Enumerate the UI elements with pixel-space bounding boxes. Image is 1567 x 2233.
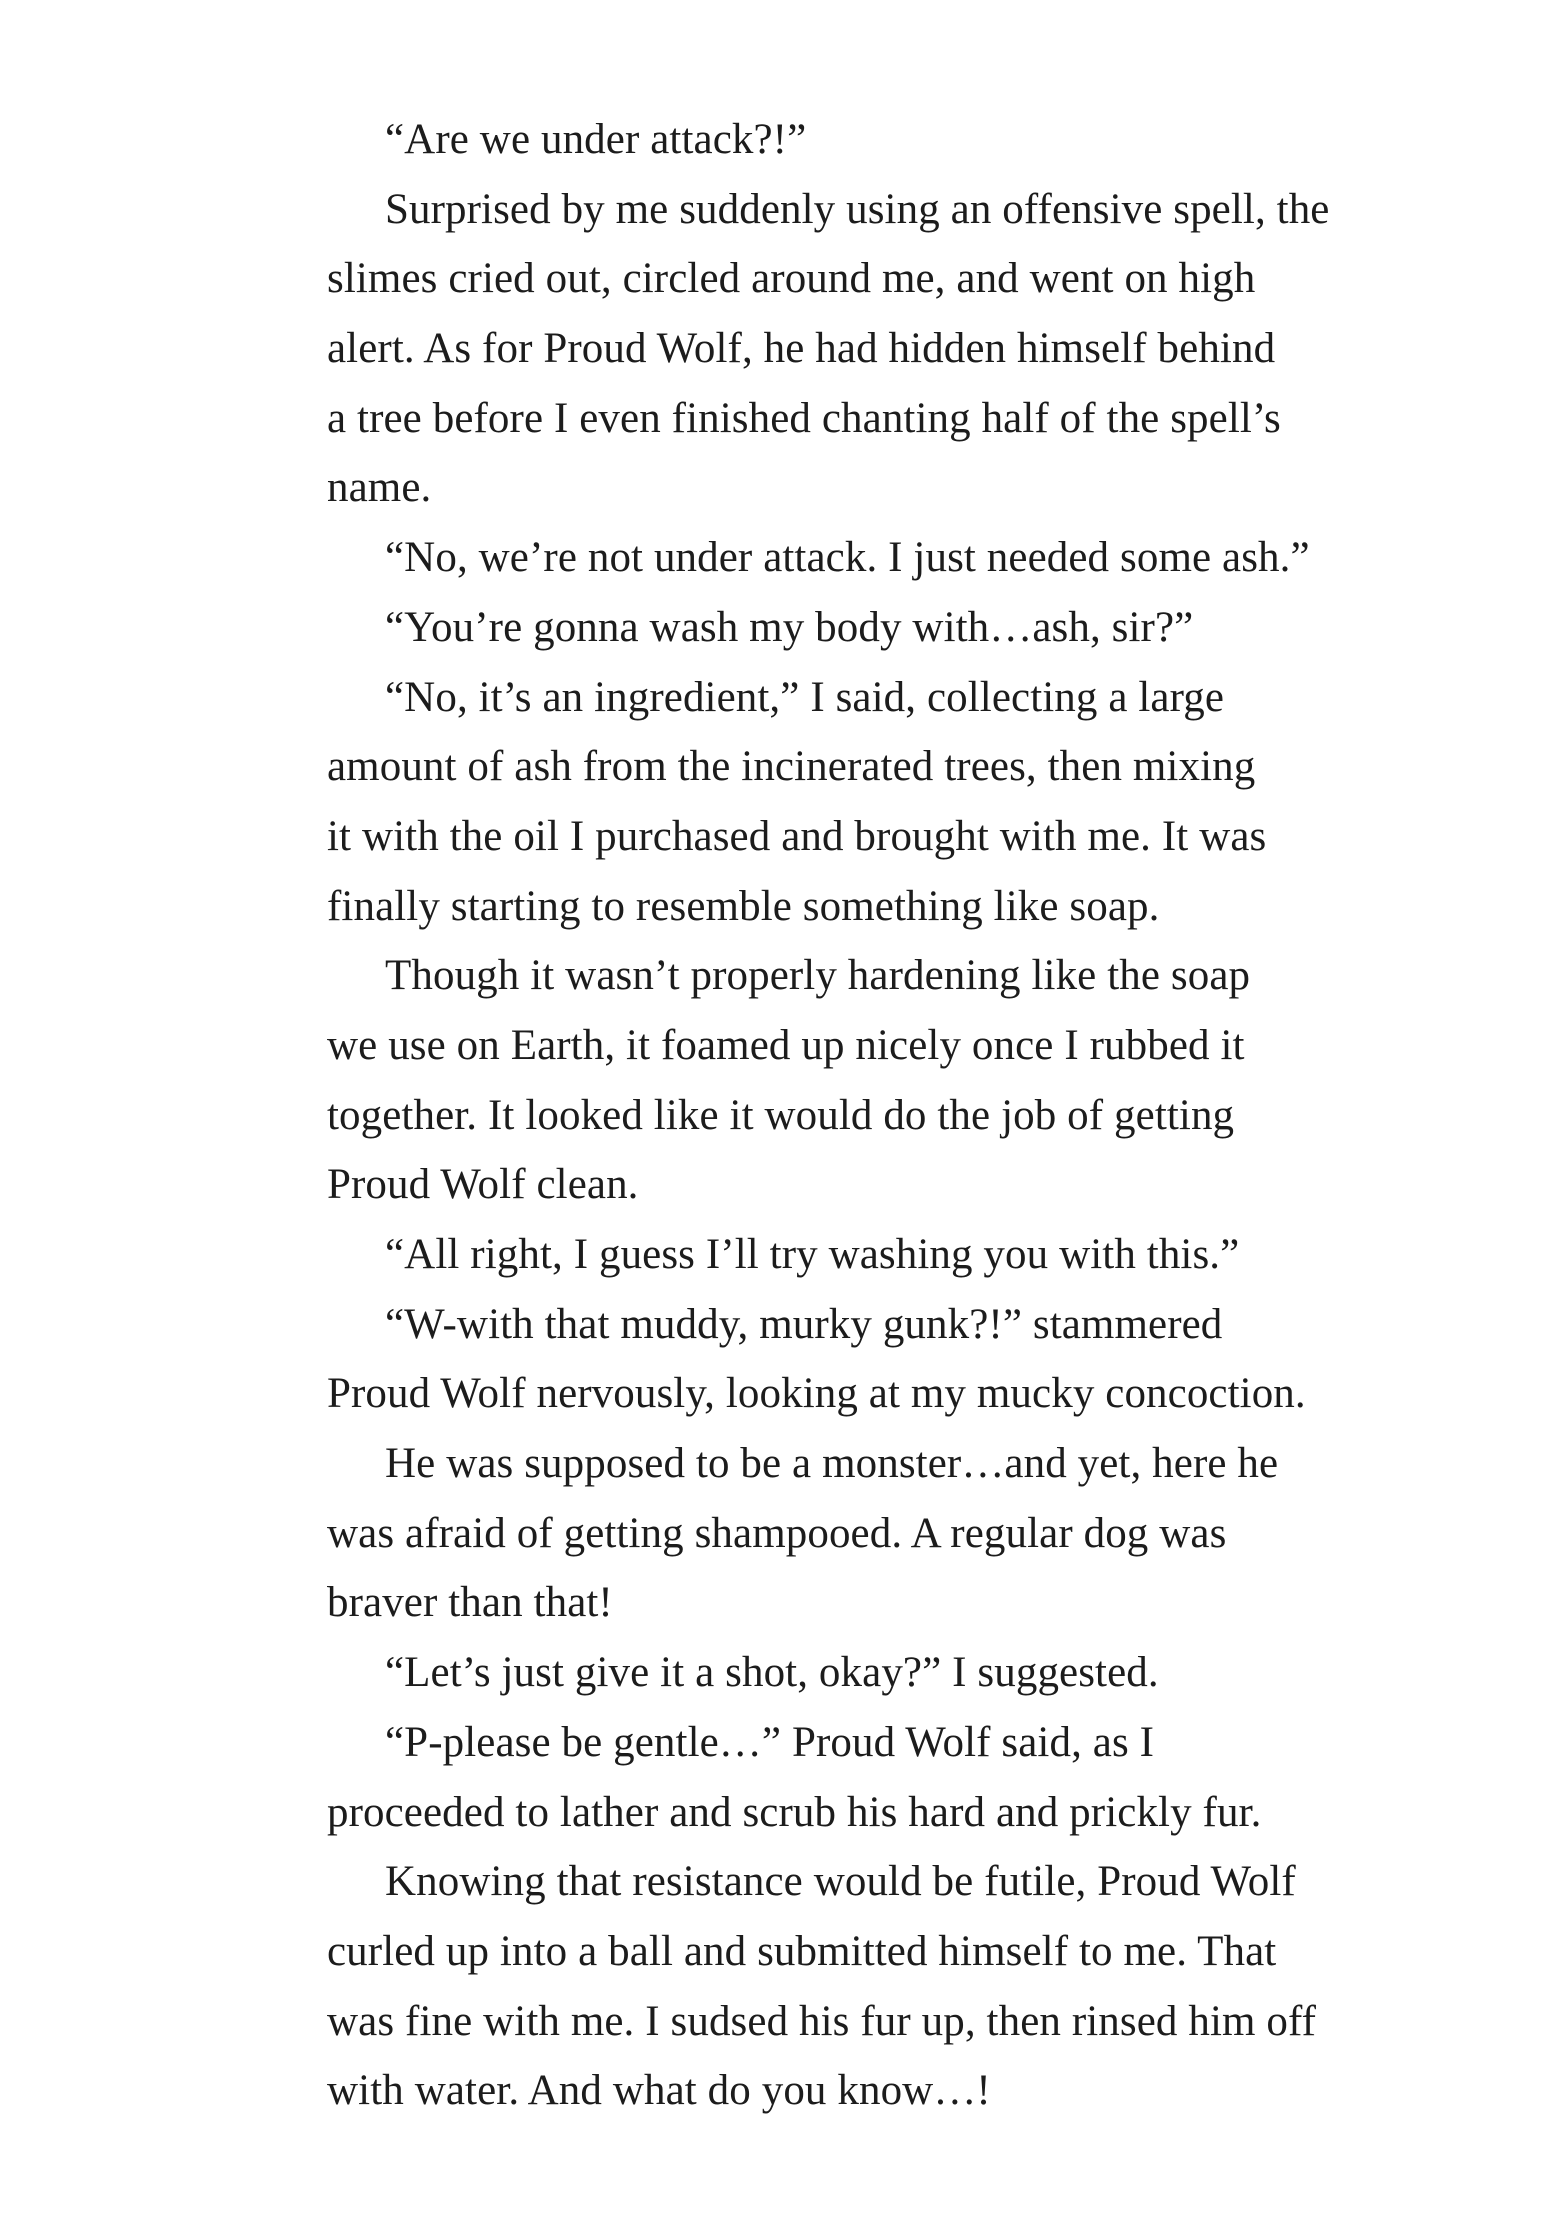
text-line: alert. As for Proud Wolf, he had hidden himself behind xyxy=(327,325,1276,373)
text-line: He was supposed to be a monster…and yet, here he xyxy=(385,1440,1279,1488)
text-line: Though it wasn’t properly hardening like the soap xyxy=(385,952,1251,1000)
text-line: we use on Earth, it foamed up nicely once I rubbed it xyxy=(327,1021,1245,1069)
text-line: “All right, I guess I’ll try washing you with this.” xyxy=(385,1231,1240,1278)
text-line: Knowing that resistance would be futile, Proud Wolf xyxy=(385,1858,1296,1906)
text-line: name. xyxy=(327,464,432,512)
text-line: it with the oil I purchased and brought with me. It was xyxy=(327,812,1267,860)
text-line: Surprised by me suddenly using an offensive spell, the xyxy=(385,185,1330,233)
text-line: with water. And what do you know…! xyxy=(327,2067,991,2115)
body-text xyxy=(327,105,1437,2126)
text-line: was afraid of getting shampooed. A regular dog was xyxy=(327,1509,1227,1557)
text-line: slimes cried out, circled around me, and went on high xyxy=(327,255,1256,303)
text-line: together. It looked like it would do the job of getting xyxy=(327,1091,1235,1139)
text-line: “No, it’s an ingredient,” I said, collecting a large xyxy=(385,673,1225,721)
text-line: Proud Wolf nervously, looking at my mucky concoction. xyxy=(327,1370,1306,1418)
text-line: “You’re gonna wash my body with…ash, sir?” xyxy=(385,603,1194,651)
text-line: “Are we under attack?!” xyxy=(385,116,807,163)
text-line: “No, we’re not under attack. I just needed some ash.” xyxy=(385,534,1310,582)
text-line: “W-with that muddy, murky gunk?!” stammered xyxy=(385,1300,1223,1348)
text-line: curled up into a ball and submitted himself to me. That xyxy=(327,1927,1277,1975)
text-line: was fine with me. I sudsed his fur up, then rinsed him off xyxy=(327,1997,1317,2045)
text-line: Proud Wolf clean. xyxy=(327,1161,639,1209)
text-line: braver than that! xyxy=(327,1579,613,1627)
text-line: a tree before I even finished chanting half of the spell’s xyxy=(327,394,1281,442)
text-line: finally starting to resemble something like soap. xyxy=(327,882,1160,930)
text-line: amount of ash from the incinerated trees, then mixing xyxy=(327,743,1256,791)
text-line: proceeded to lather and scrub his hard and prickly fur. xyxy=(327,1788,1262,1836)
text-line: “P-please be gentle…” Proud Wolf said, as I xyxy=(385,1718,1155,1766)
text-line: “Let’s just give it a shot, okay?” I suggested. xyxy=(385,1649,1159,1697)
